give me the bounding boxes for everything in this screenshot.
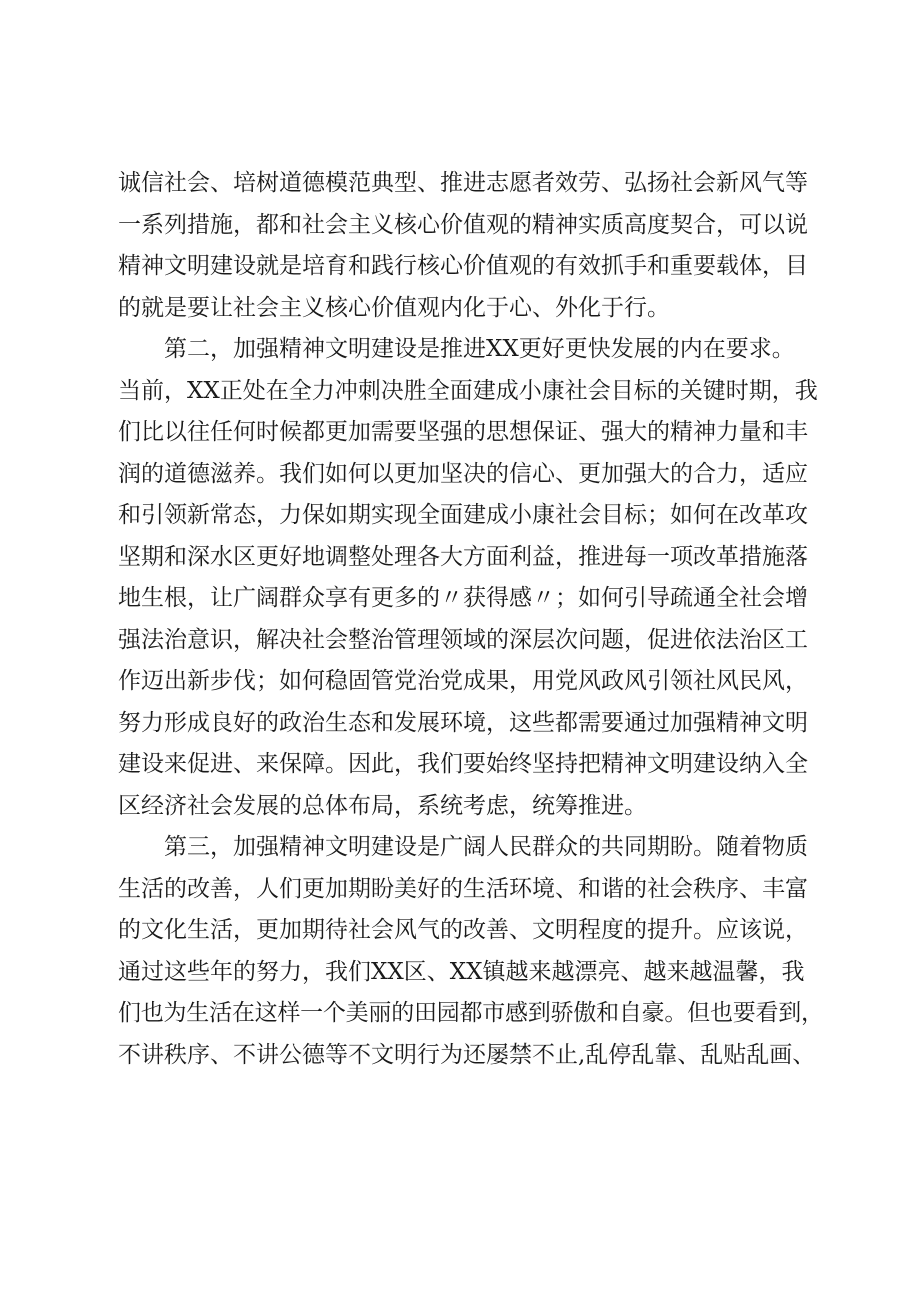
text-line: 坚期和深水区更好地调整处理各大方面利益，推进每一项改革措施落 (118, 543, 808, 570)
text-line: 的就是要让社会主义核心价值观内化于心、外化于行。 (118, 294, 670, 321)
text-line: 地生根，让广阔群众享有更多的〃获得感〃；如何引导疏通全社会增 (118, 585, 808, 611)
text-line: 当前，XX正处在全力冲刺决胜全面建成小康社会目标的关键时期，我 (118, 377, 818, 404)
text-line: 精神文明建设就是培育和践行核心价值观的有效抓手和重要载体，目 (118, 253, 808, 279)
document-body (118, 163, 824, 1076)
text-line: 和引领新常态，力保如期实现全面建成小康社会目标；如何在改革攻 (118, 502, 808, 528)
text-line: 生活的改善，人们更加期盼美好的生活环境、和谐的社会秩序、丰富 (118, 875, 808, 902)
text-line: 作迈出新步伐；如何稳固管党治党成果，用党风政风引领社风民风， (118, 668, 808, 694)
paragraph-first-line: 第二，加强精神文明建设是推进XX更好更快发展的内在要求。 (164, 336, 795, 362)
text-line: 区经济社会发展的总体布局，系统考虑，统筹推进。 (118, 792, 647, 819)
text-line: 们也为生活在这样一个美丽的田园都市感到骄傲和自豪。但也要看到， (118, 1000, 824, 1026)
text-line: 一系列措施，都和社会主义核心价值观的精神实质高度契合，可以说 (118, 211, 808, 238)
text-line: 的文化生活，更加期待社会风气的改善、文明程度的提升。应该说， (118, 917, 808, 943)
paragraph-first-line: 第三，加强精神文明建设是广阔人民群众的共同期盼。随着物质 (164, 834, 808, 860)
text-line: 努力形成良好的政治生态和发展环境，这些都需要通过加强精神文明 (118, 709, 808, 736)
text-line: 诚信社会、培树道德模范典型、推进志愿者效劳、弘扬社会新风气等 (118, 170, 808, 196)
text-line: 建设来促进、来保障。因此，我们要始终坚持把精神文明建设纳入全 (118, 751, 808, 777)
text-line: 强法治意识，解决社会整治管理领域的深层次问题，促进依法治区工 (118, 626, 808, 653)
text-line: 们比以往任何时候都更加需要坚强的思想保证、强大的精神力量和丰 (118, 419, 808, 445)
text-line: 通过这些年的努力，我们XX区、XX镇越来越漂亮、越来越温馨，我 (118, 958, 805, 985)
text-line: 润的道德滋养。我们如何以更加坚决的信心、更加强大的合力，适应 (118, 460, 808, 487)
text-line: 不讲秩序、不讲公德等不文明行为还屡禁不止,乱停乱靠、乱贴乱画、 (118, 1041, 816, 1068)
